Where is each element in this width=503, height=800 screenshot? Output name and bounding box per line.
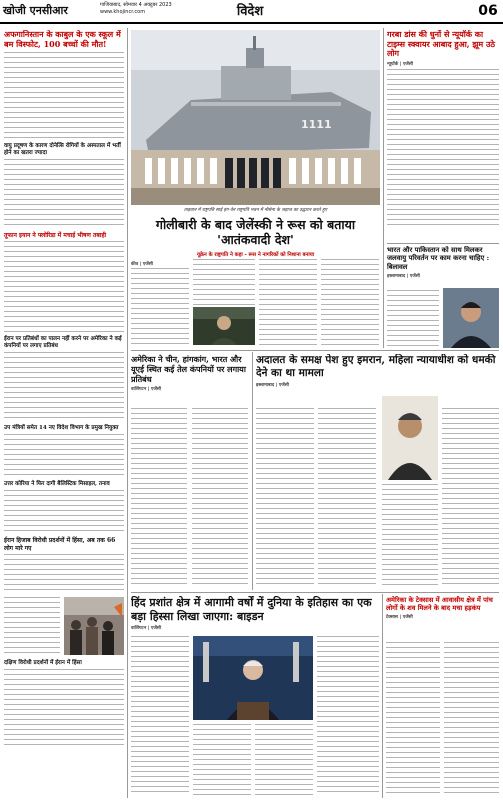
protest-photo: [64, 597, 124, 655]
left-subhead-4: उप मंत्रियों समेत 14 नए विदेश विभाग के प्रमुख नियुक्त: [4, 425, 119, 431]
date-text: गाजियाबाद, सोमवार 4 अक्टूबर 2023: [100, 2, 172, 8]
column-divider: [383, 28, 384, 348]
texas-headline: अमेरिका के टेक्सास में आवासीय क्षेत्र में पांच लोगों के शव मिलने के बाद मचा हड़कंप: [386, 596, 493, 613]
bilawal-byline: इस्लामाबाद | एजेंसी: [387, 274, 420, 280]
article-text: [259, 259, 317, 345]
column-divider: [252, 352, 253, 590]
left-subhead-1: वायु प्रदूषण के कारण दोनेत्सि रोगियों के अस्पताल में भर्ती होने का खतरा ज्यादा: [4, 143, 121, 156]
column-divider: [127, 28, 128, 798]
right-mid-article: [387, 246, 499, 348]
article-text: [4, 434, 124, 478]
article-text: [387, 290, 439, 348]
section-divider: [387, 243, 499, 244]
biden-photo: [193, 636, 313, 720]
section-title: विदेश: [236, 4, 264, 19]
page-number: 06: [473, 0, 503, 22]
article-text: [321, 259, 379, 345]
article-text: [386, 642, 440, 796]
article-text: [4, 597, 60, 657]
masthead: [0, 0, 503, 24]
biden-headline: हिंद प्रशांत क्षेत्र में आगामी वर्षों में दुनिया के इतिहास का एक बड़ा हिस्सा लिखा जाएगा: बाइडन: [131, 596, 372, 623]
main-byline: कीव | एजेंसी: [131, 262, 153, 267]
article-text: [131, 636, 189, 796]
main-headline: गोलीबारी के बाद जेलेंस्की ने रूस को बताया 'आतंकवादी देश': [155, 217, 356, 247]
article-text: [193, 259, 255, 305]
protest-photo-block: [4, 597, 124, 657]
left-column: [4, 30, 124, 798]
section-divider: [131, 350, 499, 351]
imran-article: [256, 354, 499, 590]
oil-sanctions-article: [131, 354, 249, 590]
main-story-body: [131, 259, 380, 345]
article-text: [317, 636, 379, 796]
article-text: [256, 408, 314, 588]
article-text: [255, 724, 313, 796]
left-subhead-3: ईरान पर प्रतिबंधों का पालन नहीं करने पर अमेरिका ने कई कंपनियों पर लगाए प्रतिबंध: [4, 336, 122, 349]
article-text: [131, 268, 189, 344]
naval-ceremony-photo: [131, 30, 380, 205]
column-divider: [382, 594, 383, 798]
bilawal-photo: [443, 288, 499, 348]
article-text: [4, 241, 124, 333]
article-text: [4, 52, 124, 140]
left-headline: अफगानिस्तान के काबुल के एक स्कूल में बम विस्फोट, 100 बच्चों की मौत!: [4, 30, 121, 49]
article-text: [4, 554, 124, 594]
photo-caption: ताइवान में राष्ट्रपति साई इंग-वेन राष्ट्रपति भवन में नौसेना के जहाज का उद्घाटन करते हुए: [183, 208, 328, 213]
article-text: [318, 408, 376, 588]
biden-article: [131, 596, 379, 798]
svg-text:1111: 1111: [301, 118, 332, 131]
article-text: [4, 490, 124, 534]
imran-khan-photo: [382, 396, 438, 480]
article-text: [4, 352, 124, 422]
article-text: [444, 642, 499, 796]
left-subhead-6: ईरान हिजाब विरोधी प्रदर्शनों में हिंसा, अब तक 66 लोग मारे गए: [4, 537, 116, 552]
section-divider: [131, 592, 499, 593]
imran-headline: अदालत के समक्ष पेश हुए इमरान, महिला न्यायाधीश को धमकी देने का था मामला: [256, 354, 496, 379]
imran-byline: इस्लामाबाद | एजेंसी: [256, 383, 289, 388]
oil-byline: वाशिंगटन | एजेंसी: [131, 387, 162, 392]
garba-headline: गरबा डांस की धुनों से न्यूयॉर्क का टाइम्स स्क्वायर आबाद हुआ, झूम उठे लोग: [387, 30, 496, 58]
article-text: [4, 669, 124, 749]
texas-article: [386, 596, 499, 798]
article-text: [193, 724, 251, 796]
garba-byline: न्यूयॉर्क | एजेंसी: [387, 61, 413, 67]
article-text: [192, 408, 248, 588]
article-text: [131, 408, 187, 588]
article-text: [382, 484, 438, 588]
article-text: [4, 159, 124, 229]
tagline-text: www.khojincr.com: [100, 9, 146, 15]
biden-byline: वाशिंगटन | एजेंसी: [131, 626, 162, 631]
bilawal-headline: भारत और पाकिस्तान को साथ मिलकर जलवायु परिवर्तन पर काम करना चाहिए : बिलावल: [387, 246, 490, 271]
left-subhead-7: दक्षिण विरोधी प्रदर्शनों में ईरान में हिंसा: [4, 660, 82, 666]
texas-byline: टेक्सास | एजेंसी: [386, 615, 413, 621]
article-text: [387, 69, 499, 229]
oil-headline: अमेरिका ने चीन, हांगकांग, भारत और यूएई स्थित कई तेल कंपनियों पर लगाया प्रतिबंध: [131, 354, 246, 384]
brand-name: खोजी एनसीआर: [3, 4, 68, 17]
left-subhead-5: उत्तर कोरिया ने फिर दागी बैलिस्टिक मिसाइल, तनाव: [4, 481, 110, 487]
article-text: [442, 408, 499, 588]
left-subhead-2: तूफान इयान ने फ्लोरिडा में मचाई भीषण तबाही: [4, 232, 107, 239]
zelensky-photo: [193, 307, 255, 345]
right-top-article: [387, 30, 499, 242]
main-dek: यूक्रेन के राष्ट्रपति ने कहा - रूस ने नागरिकों को निशाना बनाया: [196, 252, 315, 258]
